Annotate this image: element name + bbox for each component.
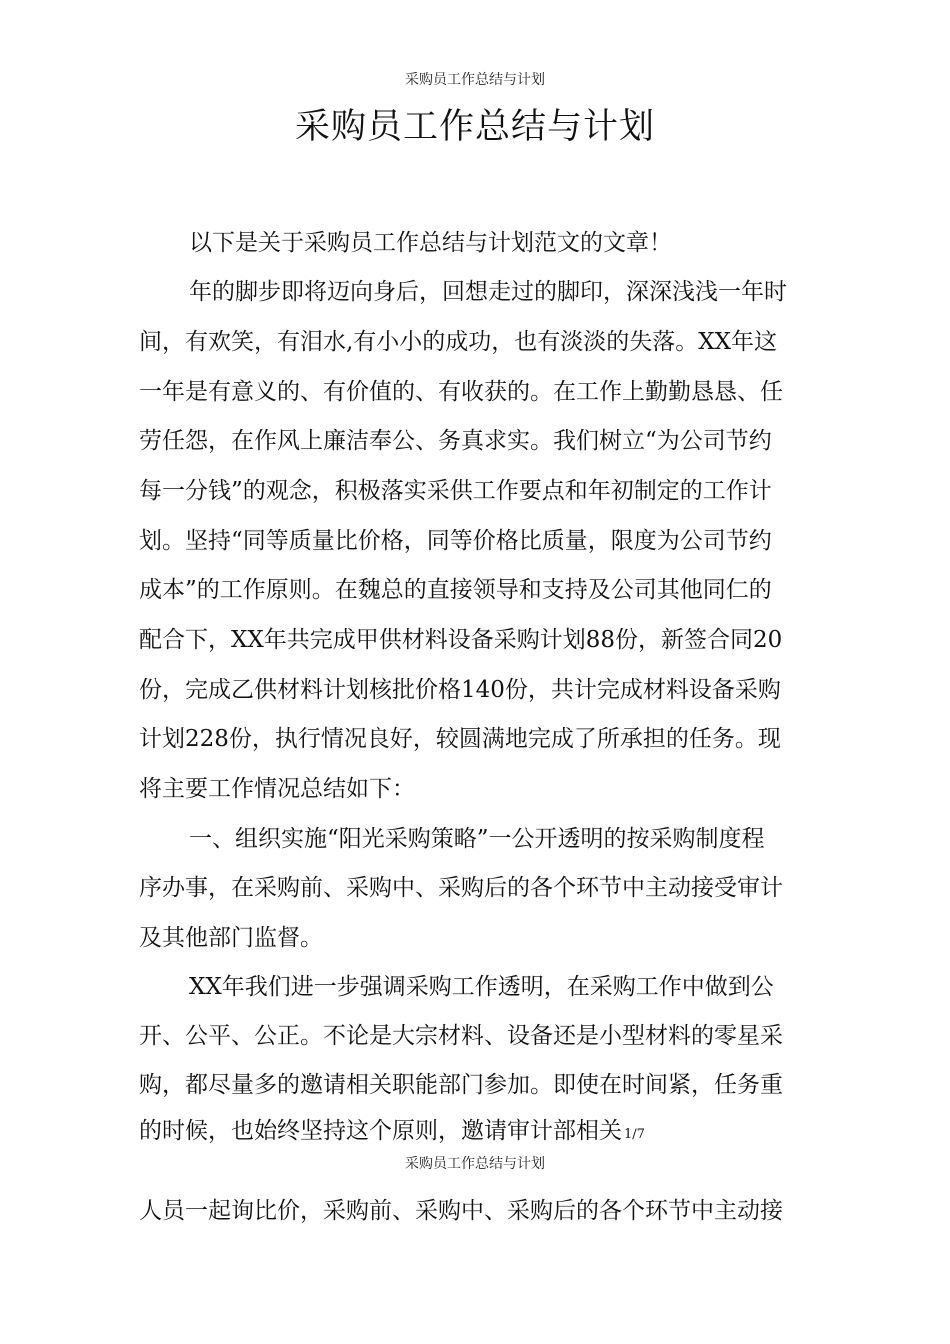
body-line: 年的脚步即将迈向身后，回想走过的脚印，深深浅浅一年时 [189,279,787,305]
body-line: 每一分钱”的观念，积极落实采供工作要点和年初制定的工作计 [139,478,772,504]
body-line: 一、组织实施“阳光采购策略”一公开透明的按采购制度程 [189,826,765,852]
body-line: 及其他部门监督。 [139,925,323,951]
body-line: 计划228份，执行情况良好，较圆满地完成了所承担的任务。现 [139,726,781,752]
running-header-page-2: 采购员工作总结与计划 [405,1156,545,1172]
body-line: 劳任怨，在作风上廉洁奉公、务真求实。我们树立“为公司节约 [139,428,772,454]
body-line: 份，完成乙供材料计划核批价格140份，共计完成材料设备采购 [139,677,781,703]
body-line: 一年是有意义的、有价值的、有收获的。在工作上勤勤恳恳、任 [139,379,783,405]
page-number: 1/7 [624,1127,645,1142]
body-line: 的时候，也始终坚持这个原则，邀请审计部相关 [139,1118,622,1144]
running-header-page-1: 采购员工作总结与计划 [405,72,545,88]
body-line: 人员一起询比价，采购前、采购中、采购后的各个环节中主动接 [139,1198,783,1224]
body-line: 间，有欢笑，有泪水,有小小的成功，也有淡淡的失落。XX年这 [139,329,778,355]
body-line: XX年我们进一步强调采购工作透明，在采购工作中做到公 [189,974,774,1000]
body-line: 购，都尽量多的邀请相关职能部门参加。即使在时间紧，任务重 [139,1072,783,1098]
body-line: 序办事，在采购前、采购中、采购后的各个环节中主动接受审计 [139,875,783,901]
body-line: 以下是关于采购员工作总结与计划范文的文章！ [189,230,672,256]
body-line: 成本”的工作原则。在魏总的直接领导和支持及公司其他同仁的 [139,577,772,603]
body-line: 将主要工作情况总结如下： [139,776,415,802]
body-line: 开、公平、公正。不论是大宗材料、设备还是小型材料的零星采 [139,1023,783,1049]
body-line-with-page-number [139,1116,645,1150]
body-line: 划。坚持“同等质量比价格，同等价格比质量，限度为公司节约 [139,528,772,554]
body-line: 配合下，XX年共完成甲供材料设备采购计划88份，新签合同20 [139,627,783,653]
document-title: 采购员工作总结与计划 [294,107,655,147]
